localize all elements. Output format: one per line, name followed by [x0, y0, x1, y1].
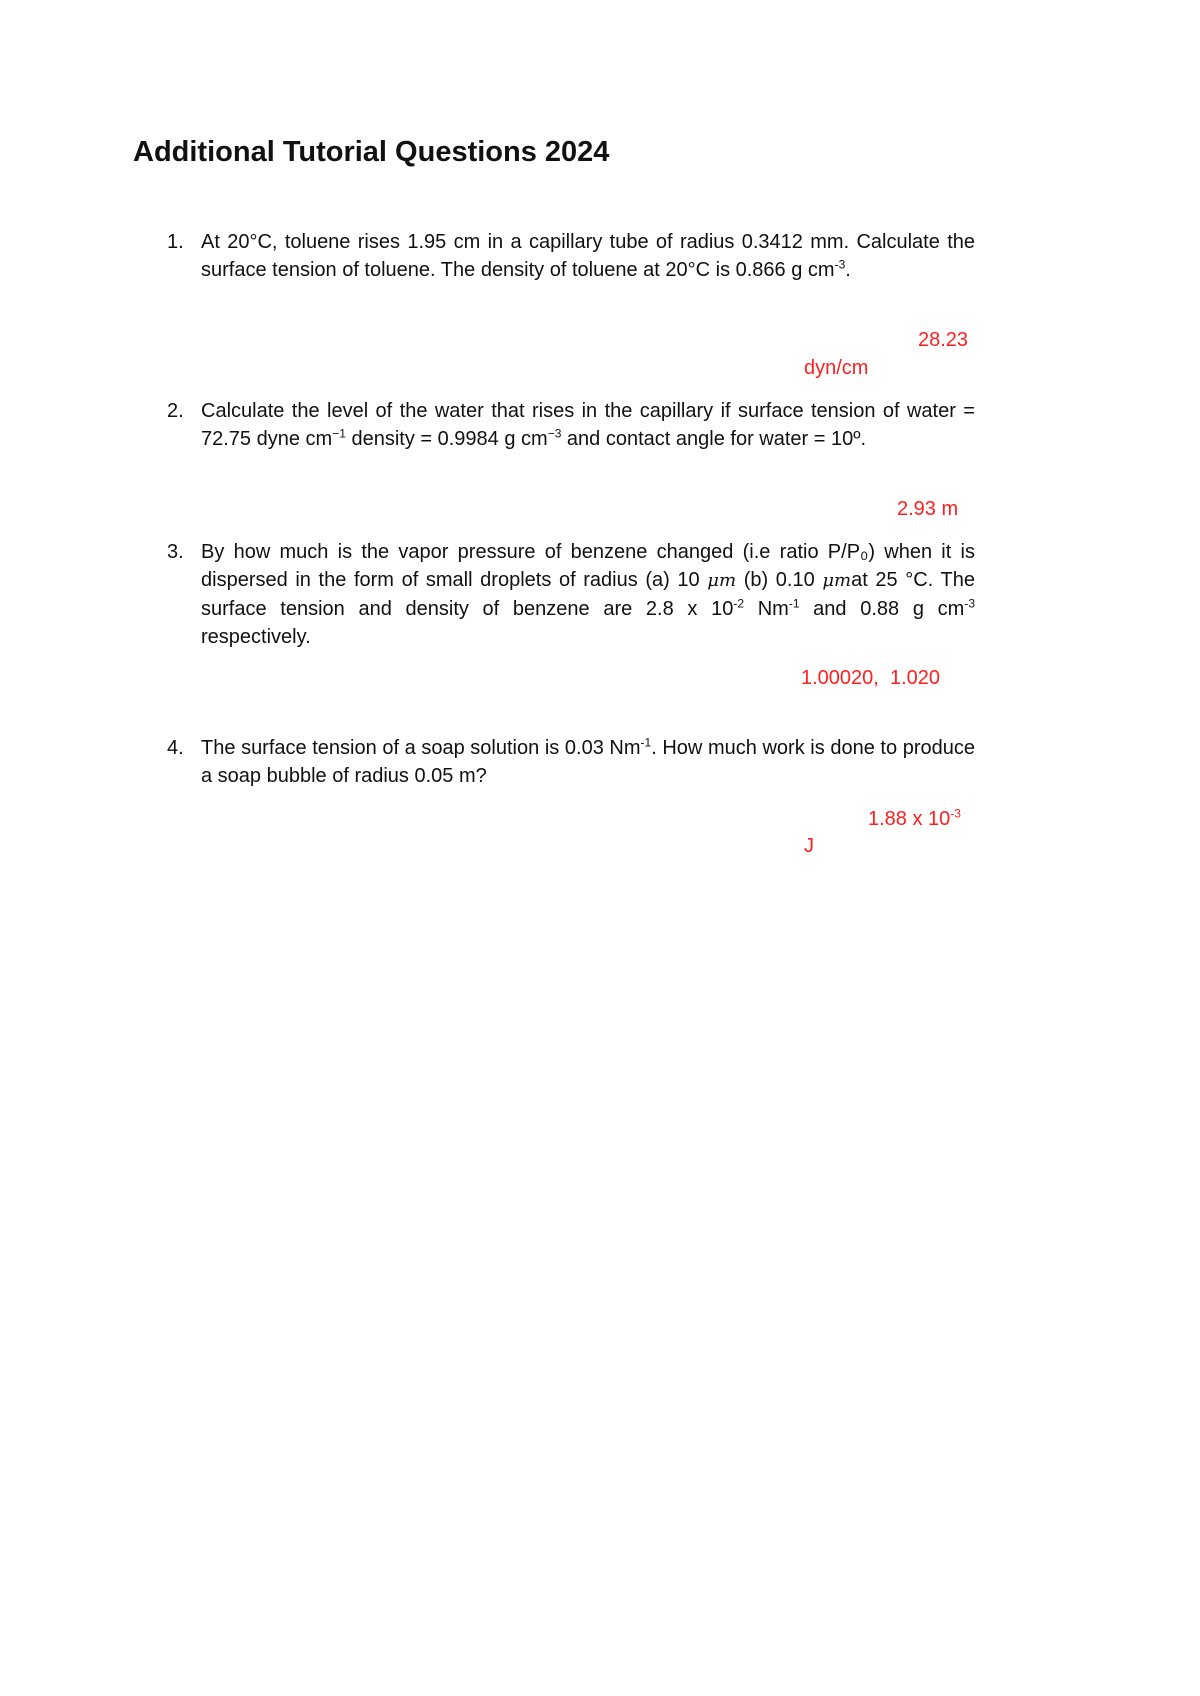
question-number: 3. — [167, 541, 184, 563]
superscript: -3 — [964, 596, 975, 611]
answer-4-unit: J — [804, 835, 814, 857]
text: Nm — [744, 598, 789, 620]
text: . How much work is done to produce a soap bubble of radius 0.05 m? — [201, 737, 975, 787]
superscript: −3 — [547, 426, 562, 441]
text: respectively. — [201, 626, 311, 648]
micrometer-unit: μm — [822, 570, 852, 591]
text: At 20°C, toluene rises 1.95 cm in a capillary tube of radius 0.3412 mm. Calculate the surface tension of toluene. The density of toluene at 20°C is 0.866 g cm — [201, 231, 975, 281]
question-text — [201, 734, 975, 790]
superscript: -1 — [788, 596, 800, 611]
question-4 — [167, 734, 975, 790]
superscript: -1 — [640, 735, 652, 750]
answer-1-value: 28.23 — [918, 329, 969, 351]
answer-1-unit: dyn/cm — [804, 357, 869, 379]
question-number: 2. — [167, 400, 184, 422]
question-text — [201, 397, 975, 453]
text: By how much is the vapor pressure of benzene changed (i.e ratio P/P₀) when it is dispersed in the form of small droplets of radius (a) 10 — [201, 541, 975, 591]
text: (b) 0.10 — [736, 569, 823, 591]
question-number: 4. — [167, 737, 184, 759]
question-text — [201, 228, 975, 284]
answer-3: 1.00020, 1.020 — [801, 667, 941, 689]
answer-2: 2.93 m — [897, 498, 959, 520]
text: and contact angle for water = 10º. — [561, 428, 867, 450]
text: . — [845, 259, 851, 281]
text: The surface tension of a soap solution is 0.03 Nm — [201, 737, 641, 759]
question-2 — [167, 397, 975, 453]
text: and 0.88 g cm — [799, 598, 965, 620]
question-3 — [167, 538, 975, 651]
question-number: 1. — [167, 231, 184, 253]
micrometer-unit: μm — [707, 570, 737, 591]
page-title: Additional Tutorial Questions 2024 — [133, 136, 610, 168]
superscript: -3 — [834, 257, 846, 272]
text: density = 0.9984 g cm — [345, 428, 548, 450]
superscript: -2 — [733, 596, 745, 611]
text: Calculate the level of the water that rises in the capillary if surface tension of water = 72.75 dyne cm — [201, 400, 975, 450]
superscript: −1 — [332, 426, 346, 441]
answer-4-value — [868, 805, 961, 833]
question-text — [201, 538, 975, 651]
superscript: -3 — [950, 806, 961, 821]
question-1 — [167, 228, 975, 284]
text: at 25 °C. The surface tension and density of benzene are 2.8 x 10 — [201, 569, 976, 620]
text: 1.88 x 10 — [868, 808, 951, 830]
